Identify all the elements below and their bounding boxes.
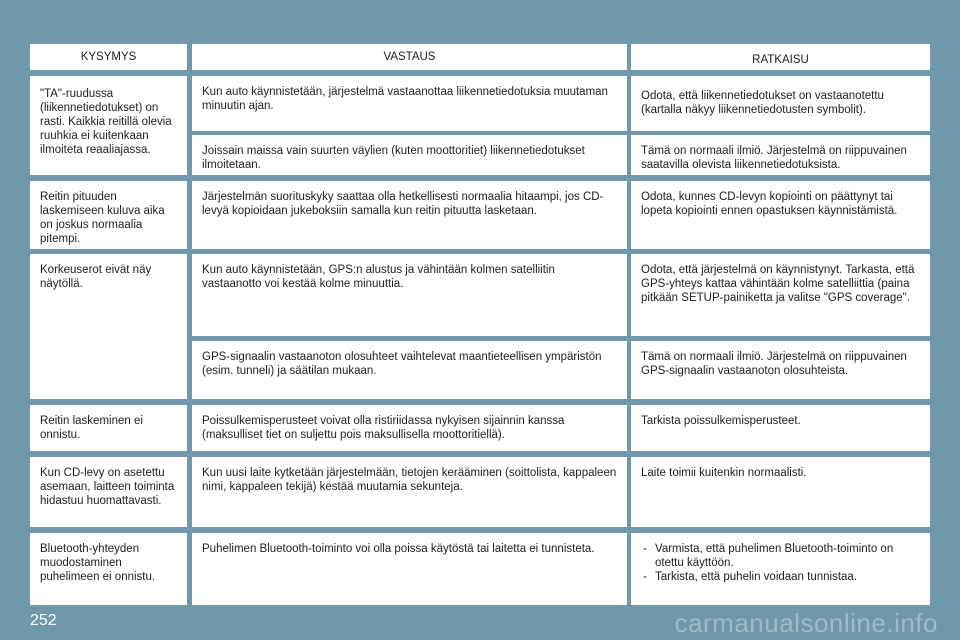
solution-cell: Tämä on normaali ilmiö. Järjestelmä on riippuvainen saatavilla olevista liikennetiedotuksista. bbox=[631, 135, 930, 175]
answer-cell: GPS-signaalin vastaanoton olosuhteet vaihtelevat maantieteellisen ympäristön (esim. tunneli) ja säätilan mukaan. bbox=[192, 341, 627, 399]
solution-cell: Odota, että liikennetiedotukset on vastaanotettu (kartalla näkyy liikennetiedotusten symbolit). bbox=[631, 76, 930, 131]
solution-cell bbox=[631, 533, 930, 605]
question-cell: Reitin laskeminen ei onnistu. bbox=[30, 405, 187, 451]
solution-list bbox=[641, 542, 920, 584]
solution-cell: Laite toimii kuitenkin normaalisti. bbox=[631, 457, 930, 527]
solution-cell: Odota, kunnes CD-levyn kopiointi on päättynyt tai lopeta kopiointi ennen opastuksen käynnistämistä. bbox=[631, 181, 930, 249]
question-cell: "TA"-ruudussa (liikennetiedotukset) on rasti. Kaikkia reitillä olevia ruuhkia ei kuitenkaan ilmoiteta reaaliajassa. bbox=[30, 76, 187, 175]
solution-cell: Odota, että järjestelmä on käynnistynyt. Tarkasta, että GPS-yhteys kattaa vähintään kolme satelliittia (paina pitkään SETUP-painiketta ja valitse "GPS coverage". bbox=[631, 254, 930, 336]
answer-cell: Puhelimen Bluetooth-toiminto voi olla poissa käytöstä tai laitetta ei tunnisteta. bbox=[192, 533, 627, 605]
answer-cell: Kun auto käynnistetään, järjestelmä vastaanottaa liikennetiedotuksia muutaman minuutin ajan. bbox=[192, 76, 627, 131]
answer-cell: Järjestelmän suorituskyky saattaa olla hetkellisesti normaalia hitaampi, jos CD-levyä kopioidaan jukeboksiin samalla kun reitin pituutta lasketaan. bbox=[192, 181, 627, 249]
question-cell: Bluetooth-yhteyden muodostaminen puhelimeen ei onnistu. bbox=[30, 533, 187, 605]
solution-item: - Tarkista, että puhelin voidaan tunnistaa. bbox=[641, 570, 920, 584]
answer-cell: Kun uusi laite kytketään järjestelmään, tietojen kerääminen (soittolista, kappaleen nimi, kappaleen tekijä) kestää muutamia sekunteja. bbox=[192, 457, 627, 527]
header-ratkaisu: RATKAISU bbox=[631, 44, 930, 70]
header-kysymys: KYSYMYS bbox=[30, 44, 187, 70]
solution-cell: Tämä on normaali ilmiö. Järjestelmä on riippuvainen GPS-signaalin vastaanoton olosuhteista. bbox=[631, 341, 930, 399]
solution-item: - Varmista, että puhelimen Bluetooth-toiminto on otettu käyttöön. bbox=[641, 542, 920, 570]
question-cell: Korkeuserot eivät näy näytöllä. bbox=[30, 254, 187, 399]
question-cell: Kun CD-levy on asetettu asemaan, laitteen toiminta hidastuu huomattavasti. bbox=[30, 457, 187, 527]
solution-cell: Tarkista poissulkemisperusteet. bbox=[631, 405, 930, 451]
answer-cell: Joissain maissa vain suurten väylien (kuten moottoritiet) liikennetiedotukset ilmoitetaan. bbox=[192, 135, 627, 175]
page-number: 252 bbox=[30, 612, 57, 629]
answer-cell: Kun auto käynnistetään, GPS:n alustus ja vähintään kolmen satelliitin vastaanotto voi kestää kolme minuuttia. bbox=[192, 254, 627, 336]
header-vastaus: VASTAUS bbox=[192, 44, 627, 70]
watermark: carmanualsonline.info bbox=[674, 608, 938, 638]
question-cell: Reitin pituuden laskemiseen kuluva aika on joskus normaalia pitempi. bbox=[30, 181, 187, 249]
answer-cell: Poissulkemisperusteet voivat olla ristiriidassa nykyisen sijainnin kanssa (maksulliset tiet on suljettu pois maksullisella moottoritiellä). bbox=[192, 405, 627, 451]
